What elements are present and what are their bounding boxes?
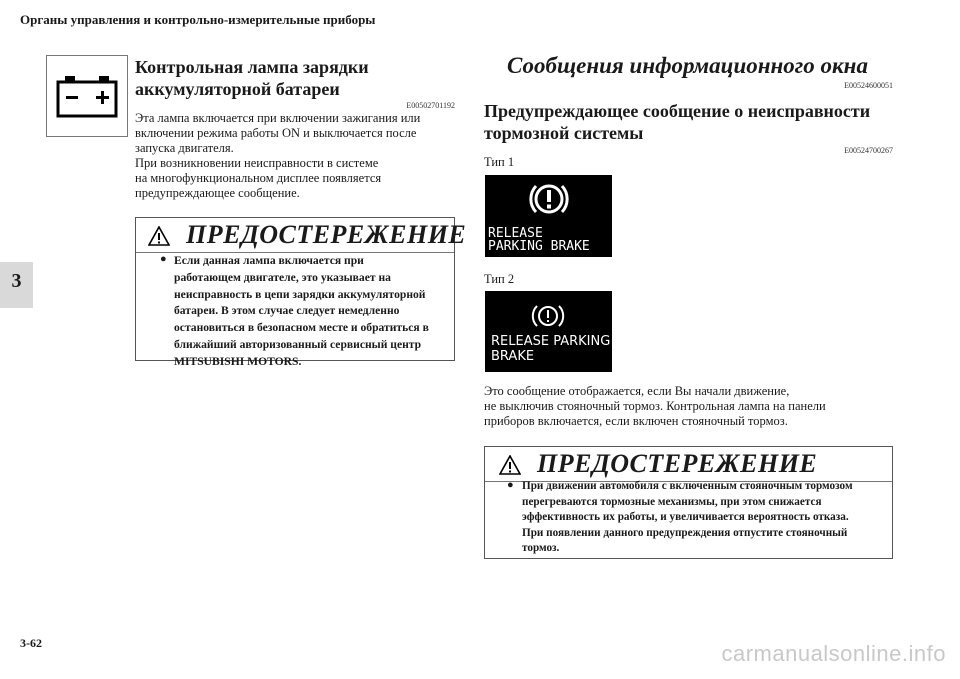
battery-lamp-box — [46, 55, 128, 137]
battery-warning-box — [135, 217, 467, 368]
bullet-icon: ● — [507, 479, 514, 491]
type2-display-text: RELEASE PARKING BRAKE — [491, 334, 611, 364]
warning-triangle-icon — [148, 226, 170, 246]
watermark: carmanualsonline.info — [721, 641, 946, 666]
type1-label: Тип 1 — [484, 155, 515, 169]
warning-header — [136, 218, 467, 253]
bullet-icon: ● — [160, 253, 167, 265]
warning-header — [485, 447, 892, 482]
page-number: 3-62 — [20, 636, 42, 650]
battery-icon — [47, 56, 127, 136]
type1-display — [485, 175, 612, 257]
battery-paragraph: Эта лампа включается при включении зажигания или включении режима работы ON и выключается после запуска двигателя. При возникновении неисправности в системе на многофункциональном дисплее появляется предупреждающее сообщение. — [135, 111, 421, 200]
type2-label: Тип 2 — [484, 272, 515, 286]
brake-warning-title: Предупреждающее сообщение о неисправности тормозной системы — [484, 101, 871, 143]
section-code: E00524600051 — [844, 81, 893, 90]
section-title: Сообщения информационного окна — [507, 53, 868, 78]
battery-lamp-title: Контрольная лампа зарядки аккумуляторной батареи — [135, 57, 369, 99]
running-header: Органы управления и контрольно-измерительные приборы — [20, 12, 376, 27]
brake-warning-icon — [529, 179, 569, 219]
warning-triangle-icon — [499, 455, 521, 475]
brake-warning-icon — [531, 301, 565, 331]
warning-text: Если данная лампа включается при работающем двигателе, это указывает на неисправность в цепи зарядки аккумуляторной батареи. В этом случае следует немедленно остановиться в безопасном месте и обратиться в ближайший авторизованный сервисный центр MITSUBISHI MOTORS. — [174, 254, 429, 368]
chapter-number: 3 — [11, 270, 22, 292]
type2-display — [485, 291, 612, 372]
battery-section-code: E00502701192 — [406, 101, 455, 110]
type1-display-text: RELEASE PARKING BRAKE — [488, 226, 590, 254]
subsection-code: E00524700267 — [844, 146, 893, 155]
warning-title: ПРЕДОСТЕРЕЖЕНИЕ — [186, 220, 467, 249]
brake-paragraph: Это сообщение отображается, если Вы начали движение, не выключив стояночный тормоз. Контрольная лампа на панели приборов включается, если включен стояночный тормоз. — [484, 384, 826, 428]
warning-title: ПРЕДОСТЕРЕЖЕНИЕ — [537, 449, 818, 478]
brake-warning-box — [484, 446, 893, 559]
warning-text: При движении автомобиля с включенным стояночным тормозом перегреваются тормозные механизмы, при этом снижается эффективность их работы, и увеличивается вероятность отказа. При появлении данного предупреждения отпустите стояночный тормоз. — [522, 480, 853, 555]
